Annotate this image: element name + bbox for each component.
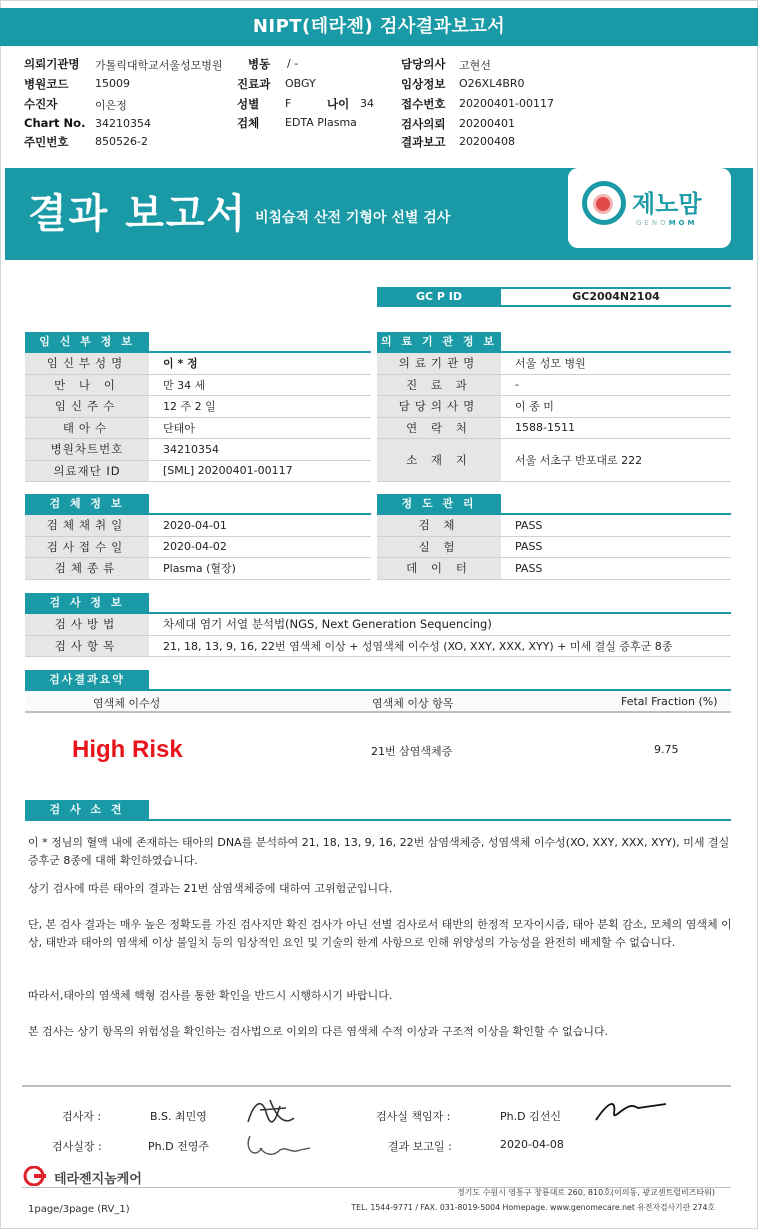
table-row: 검 체 PASS — [377, 515, 731, 537]
summary-col-item: 염색체 이상 항목 — [372, 697, 454, 710]
table-row: 검사항목 21, 18, 13, 9, 16, 22번 염색체 이상 + 성염색체 이수성 (XO, XXY, XXX, XYY) + 미세 결실 증후군 8종 — [25, 636, 731, 658]
abnormal-item: 21번 삼염색체증 — [371, 745, 453, 758]
table-row: 병원차트번호 34210354 — [25, 439, 371, 461]
fetal-fraction-value: 9.75 — [654, 743, 679, 756]
section-header: 검 사 소 견 — [25, 800, 149, 819]
header-label: 검체 — [237, 116, 260, 130]
company-contact: TEL. 1544-9771 / FAX. 031-8019-5004 Homepage. www.genomecare.net 유전자검사기관 274호 — [351, 1203, 715, 1212]
header-value: / - — [287, 57, 299, 70]
table-row: 연 락 처 1588-1511 — [377, 418, 731, 440]
summary-header-row — [25, 691, 731, 713]
theragen-logo-icon — [22, 1166, 48, 1186]
page-number: 1page/3page (RV_1) — [28, 1204, 130, 1215]
header-label: 의뢰기관명 — [24, 57, 80, 71]
opinion-section — [25, 800, 731, 821]
table-row: 검사방법 차세대 염기 서열 분석법(NGS, Next Generation Sequencing) — [25, 614, 731, 636]
company-name: 테라젠지놈케어 — [54, 1172, 142, 1187]
summary-section — [25, 670, 731, 713]
table-row: 진 료 과 - — [377, 375, 731, 397]
header-value: 15009 — [95, 77, 130, 90]
opinion-paragraph: 이 * 정님의 혈액 내에 존재하는 태아의 DNA를 분석하여 21, 18, 13, 9, 16, 22번 삼염색체증, 성염색체 이수성(XO, XXY, XXX, XYY), 미세 결실 증후군 8종에 대해 확인하였습니다. — [28, 836, 730, 867]
header-label: 임상정보 — [401, 77, 446, 91]
manager-signature — [590, 1094, 670, 1126]
header-value: 이은정 — [95, 99, 127, 112]
table-row: 소 재 지 서울 서초구 반포대로 222 — [377, 439, 731, 482]
table-row: 의료재단 ID [SML] 20200401-00117 — [25, 461, 371, 483]
opinion-paragraph: 따라서,태아의 염색체 핵형 검사를 통한 확인을 반드시 시행하시기 바랍니다. — [28, 989, 393, 1002]
table-row: 임신부성명 이 * 정 — [25, 353, 371, 375]
header-label: 성별 — [237, 97, 260, 111]
report-date-label: 결과 보고일 : — [388, 1140, 452, 1153]
table-row: 실 험 PASS — [377, 537, 731, 559]
header-value: 20200401-00117 — [459, 97, 554, 110]
header-label: 주민번호 — [24, 135, 69, 149]
banner-subtitle: 비침습적 산전 기형아 선별 검사 — [255, 210, 451, 226]
section-divider — [25, 819, 731, 821]
header-value: OBGY — [285, 77, 316, 90]
tester-label: 검사자 : — [62, 1110, 102, 1123]
header-label: 수진자 — [24, 97, 58, 111]
opinion-paragraph: 단, 본 검사 결과는 매우 높은 정확도를 가진 검사지만 확진 검사가 아닌 선별 검사로서 태반의 한정적 모자이시즘, 태아 분획 감소, 모체의 염색체 이상, 태반과 태아의 염색체 이상 불일치 등의 임상적인 요인 및 기술의 한계 사항으로 인해 위양성의 가능성을 완전히 배제할 수 없습니다. — [28, 918, 732, 949]
logo-text: 제노맘 — [632, 190, 702, 218]
company-address: 경기도 수원시 영통구 창룡대로 260, 810호(이의동, 광교센트럴비즈타워) — [456, 1188, 715, 1197]
gcpid-label: GC P ID — [377, 287, 501, 307]
header-label: 병동 — [248, 57, 271, 71]
manager-name: Ph.D 김선신 — [500, 1110, 561, 1123]
table-row: 검체채취일 2020-04-01 — [25, 515, 371, 537]
specimen-info-section — [25, 494, 371, 580]
header-label: 결과보고 — [401, 135, 446, 149]
opinion-paragraph: 상기 검사에 따른 태아의 결과는 21번 삼염색체증에 대하여 고위험군입니다. — [28, 882, 393, 895]
qc-info-section — [377, 494, 731, 580]
section-header: 정 도 관 리 — [377, 494, 501, 513]
test-info-section — [25, 593, 731, 657]
header-value: 20200401 — [459, 117, 515, 130]
banner-title: 결과 보고서 — [28, 191, 248, 237]
report-title: NIPT(테라젠) 검사결과보고서 — [0, 8, 758, 46]
gcpid-value: GC2004N2104 — [501, 287, 731, 307]
manager-label: 검사실 책임자 : — [376, 1110, 451, 1123]
section-header: 검 사 정 보 — [25, 593, 149, 612]
header-value: 가톨릭대학교서울성모병원 — [95, 59, 223, 72]
footer-divider — [22, 1085, 731, 1087]
header-value: 850526-2 — [95, 135, 148, 148]
institution-info-section — [377, 332, 731, 482]
chief-label: 검사실장 : — [52, 1140, 102, 1153]
header-label: 담당의사 — [401, 57, 446, 71]
table-row: 담당의사명 이 종 미 — [377, 396, 731, 418]
header-value: EDTA Plasma — [285, 116, 357, 129]
table-row: 임신주수 12 주 2 일 — [25, 396, 371, 418]
header-value: 고현선 — [459, 59, 491, 72]
table-row: 검사접수일 2020-04-02 — [25, 537, 371, 559]
section-header: 임 신 부 정 보 — [25, 332, 149, 351]
header-label: 접수번호 — [401, 97, 446, 111]
summary-col-aneuploidy: 염색체 이수성 — [93, 697, 161, 710]
header-label: 나이 — [327, 97, 350, 111]
table-row: 검체종류 Plasma (혈장) — [25, 558, 371, 580]
summary-col-fraction: Fetal Fraction (%) — [621, 695, 718, 708]
table-row: 데 이 터 PASS — [377, 558, 731, 580]
header-value: F — [285, 97, 292, 110]
section-header: 의 료 기 관 정 보 — [377, 332, 501, 351]
tester-name: B.S. 최민영 — [150, 1110, 207, 1123]
logo-subtext: GENOMOM — [636, 219, 698, 227]
risk-result: High Risk — [72, 736, 183, 763]
header-label: 검사의뢰 — [401, 117, 446, 131]
report-date-value: 2020-04-08 — [500, 1138, 564, 1151]
header-label: Chart No. — [24, 116, 86, 130]
header-value: 34 — [360, 97, 374, 110]
table-row: 의료기관명 서울 성모 병원 — [377, 353, 731, 375]
chief-signature — [240, 1126, 314, 1166]
section-header: 검 체 정 보 — [25, 494, 149, 513]
header-value: 20200408 — [459, 135, 515, 148]
chief-name: Ph.D 전영주 — [148, 1140, 209, 1153]
header-label: 진료과 — [237, 77, 271, 91]
opinion-paragraph: 본 검사는 상기 항목의 위험성을 확인하는 검사법으로 이외의 다른 염색체 수적 이상과 구조적 이상을 확인할 수 없습니다. — [28, 1025, 609, 1038]
table-row: 만 나 이 만 34 세 — [25, 375, 371, 397]
header-value: O26XL4BR0 — [459, 77, 525, 90]
header-label: 병원코드 — [24, 77, 69, 91]
logo-inner-icon — [593, 194, 613, 214]
section-header: 검사결과요약 — [25, 670, 149, 689]
header-value: 34210354 — [95, 117, 151, 130]
pregnant-info-section — [25, 332, 371, 482]
table-row: 태아수 단태아 — [25, 418, 371, 440]
